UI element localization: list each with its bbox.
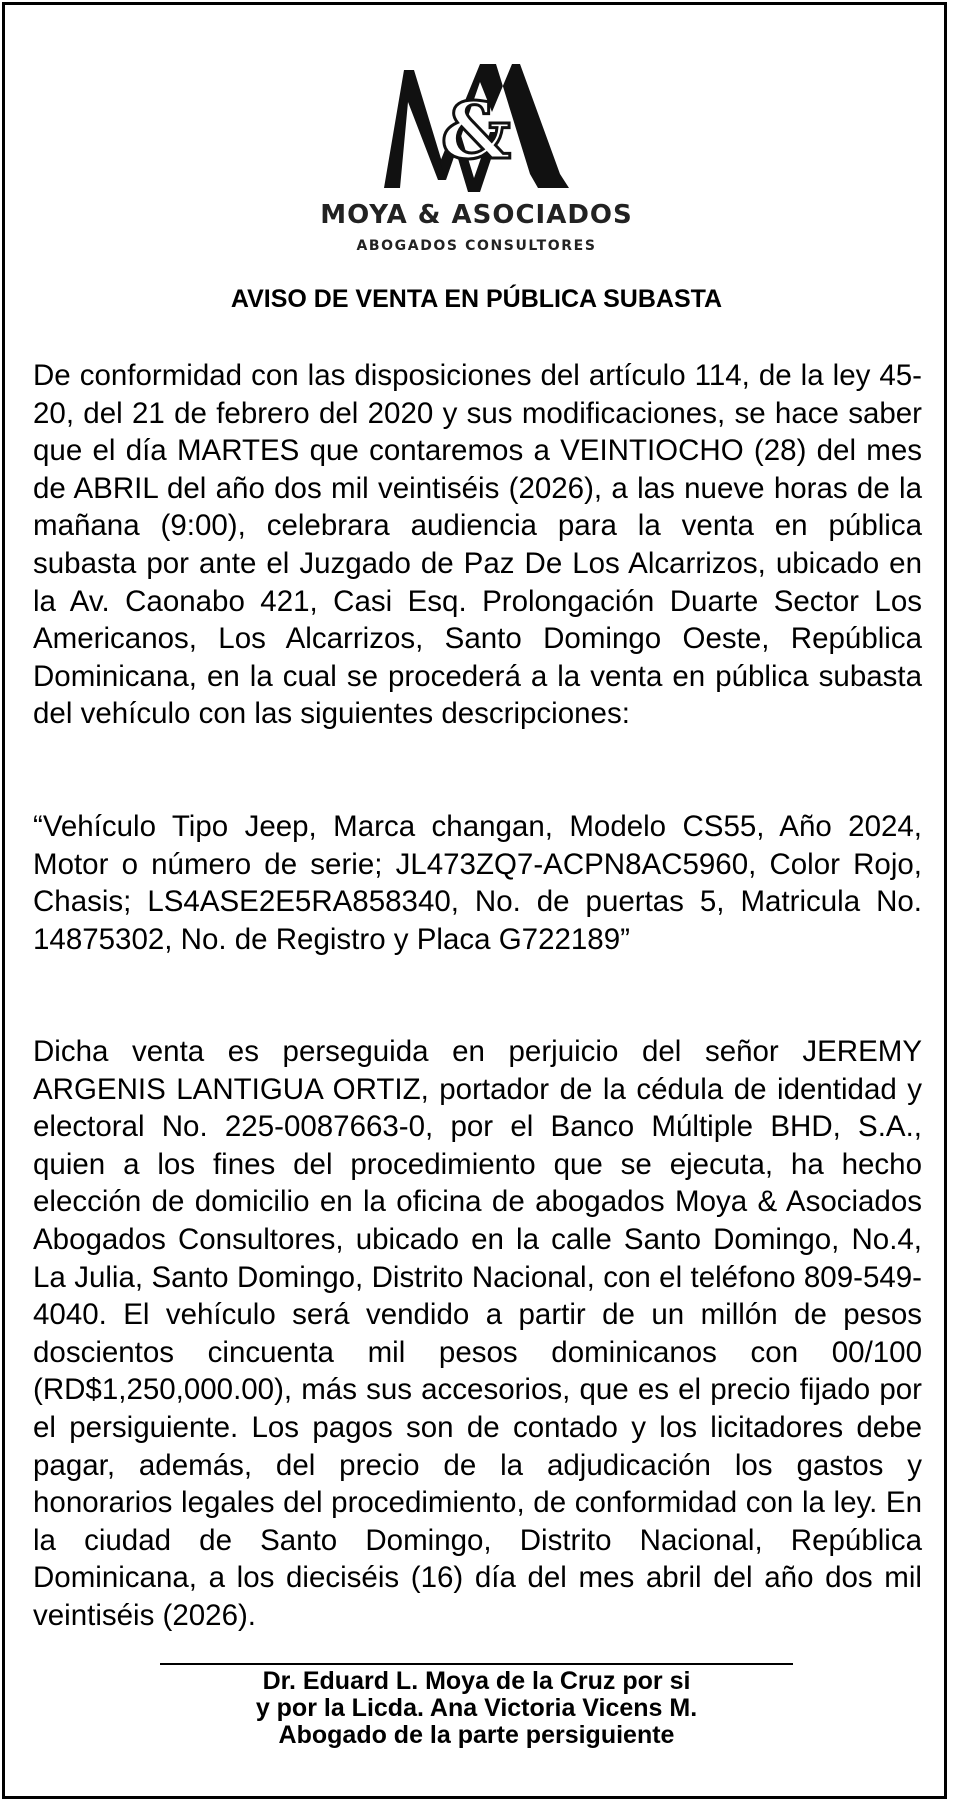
firm-logo (0, 62, 953, 262)
svg-text:&: & (440, 86, 512, 177)
signature-line (160, 1663, 793, 1665)
signature-line-3: Abogado de la parte persiguiente (278, 1721, 675, 1749)
notice-title: AVISO DE VENTA EN PÚBLICA SUBASTA (230, 285, 723, 313)
paragraph-intro: De conformidad con las disposiciones del artículo 114, de la ley 45-20, del 21 de febrero del 2020 y sus modificaciones, se hace saber que el día MARTES que contaremos a VEINTIOCHO (28) del mes de ABRIL del año dos mil veintiséis (2026), a las nueve horas de la mañana (9:00), celebrara audiencia para la venta en pública subasta por ante el Juzgado de Paz De Los Alcarrizos, ubicado en la Av. Caonabo 421, Casi Esq. Prolongación Duarte Sector Los Americanos, Los Alcarrizos, Santo Domingo Oeste, República Dominicana, en la cual se procederá a la venta en pública subasta del vehículo con las siguientes descripciones: (33, 359, 922, 731)
monogram-logo-icon (380, 62, 573, 192)
signature-line-2: y por la Licda. Ana Victoria Vicens M. (255, 1694, 698, 1722)
firm-subtitle: ABOGADOS CONSULTORES (356, 238, 597, 254)
paragraph-details: Dicha venta es perseguida en perjuicio del señor JEREMY ARGENIS LANTIGUA ORTIZ, portador de la cédula de identidad y electoral No. 225-0087663-0, por el Banco Múltiple BHD, S.A., quien a los fines del procedimiento que se ejecuta, ha hecho elección de domicilio en la oficina de abogados Moya & Asociados Abogados Consultores, ubicado en la calle Santo Domingo, No.4, La Julia, Santo Domingo, Distrito Nacional, con el teléfono 809-549-4040. El vehículo será vendido a partir de un millón de pesos doscientos cincuenta mil pesos dominicanos con 00/100 (RD$1,250,000.00), más sus accesorios, que es el precio fijado por el persiguiente. Los pagos son de contado y los licitadores debe pagar, además, del precio de la adjudicación los gastos y honorarios legales del procedimiento, de conformidad con la ley. En la ciudad de Santo Domingo, Distrito Nacional, República Dominicana, a los dieciséis (16) día del mes abril del año dos mil veintiséis (2026). (33, 1035, 922, 1632)
paragraph-vehicle: “Vehículo Tipo Jeep, Marca changan, Modelo CS55, Año 2024, Motor o número de serie; JL473ZQ7-ACPN8AC5960, Color Rojo, Chasis; LS4ASE2E5RA858340, No. de puertas 5, Matricula No. 14875302, No. de Registro y Placa G722189” (33, 810, 922, 956)
signature-line-1: Dr. Eduard L. Moya de la Cruz por si (262, 1667, 691, 1695)
firm-name: MOYA & ASOCIADOS (320, 200, 633, 230)
